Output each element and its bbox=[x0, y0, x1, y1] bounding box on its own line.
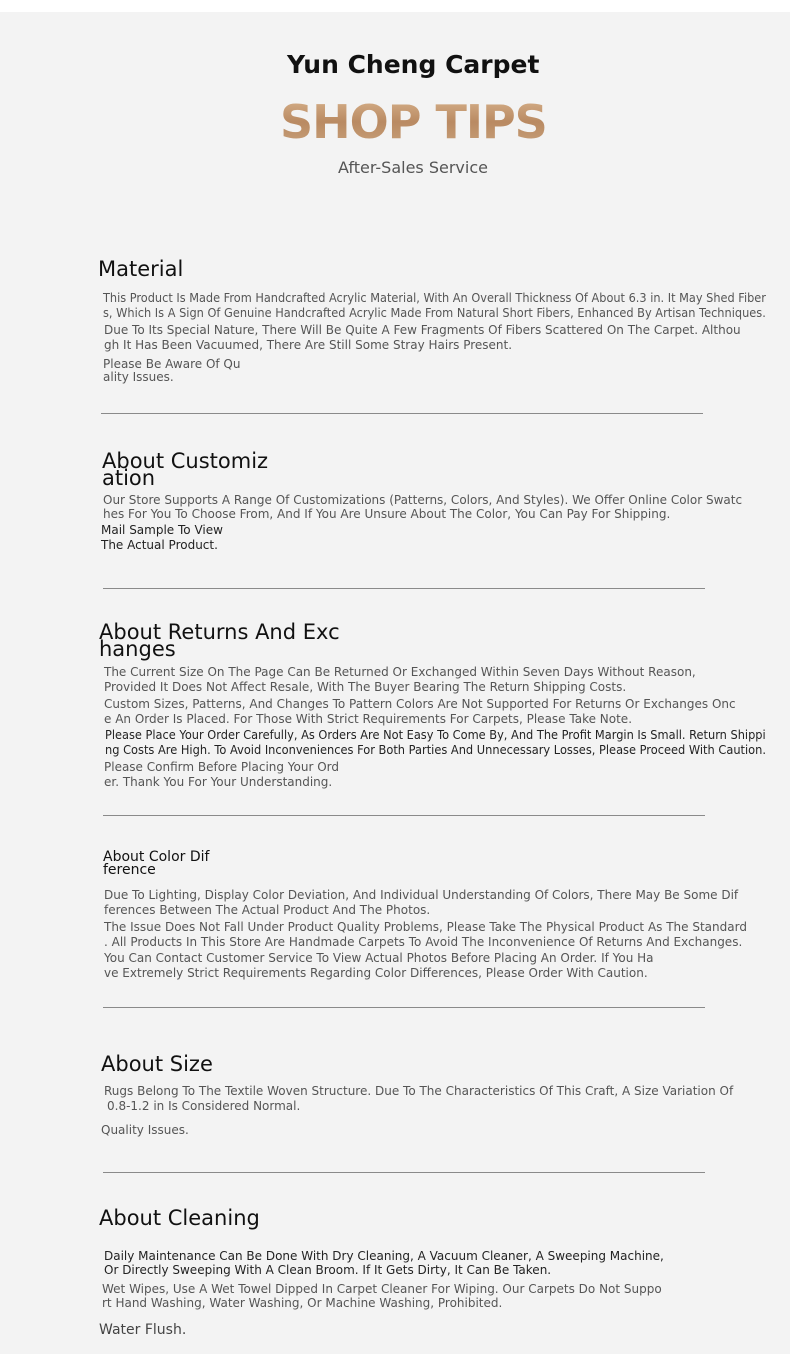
section-heading-material: Material bbox=[98, 257, 184, 281]
cleaning-line: rt Hand Washing, Water Washing, Or Machine Washing, Prohibited. bbox=[102, 1296, 503, 1310]
returns-line: e An Order Is Placed. For Those With Strict Requirements For Carpets, Please Take Note. bbox=[104, 712, 633, 726]
color-line: . All Products In This Store Are Handmade Carpets To Avoid The Inconvenience Of Returns And Exchanges. bbox=[104, 935, 743, 949]
customization-line: The Actual Product. bbox=[101, 538, 218, 552]
section-divider bbox=[103, 1172, 705, 1173]
size-line: Quality Issues. bbox=[101, 1123, 189, 1137]
material-line: Please Be Aware Of Qu bbox=[103, 357, 241, 371]
section-heading-color-cont: ference bbox=[103, 862, 156, 878]
color-line: ferences Between The Actual Product And The Photos. bbox=[104, 903, 431, 917]
section-heading-size: About Size bbox=[101, 1052, 213, 1076]
returns-line: Custom Sizes, Patterns, And Changes To Pattern Colors Are Not Supported For Returns Or Exchanges Onc bbox=[104, 697, 736, 711]
section-divider bbox=[101, 413, 703, 414]
color-line: Due To Lighting, Display Color Deviation, And Individual Understanding Of Colors, There May Be Some Dif bbox=[104, 888, 739, 902]
returns-line: Please Place Your Order Carefully, As Orders Are Not Easy To Come By, And The Profit Margin Is Small. Return Shippi bbox=[105, 728, 766, 742]
section-heading-cleaning: About Cleaning bbox=[99, 1206, 260, 1230]
material-line: This Product Is Made From Handcrafted Acrylic Material, With An Overall Thickness Of About 6.3 in. It May Shed Fiber bbox=[103, 291, 766, 305]
material-line: s, Which Is A Sign Of Genuine Handcrafted Acrylic Made From Natural Short Fibers, Enhanced By Artisan Techniques. bbox=[103, 306, 766, 320]
section-heading-returns-cont: hanges bbox=[99, 637, 176, 661]
returns-line: er. Thank You For Your Understanding. bbox=[104, 775, 333, 789]
section-heading-customization: About Customiz bbox=[102, 449, 269, 473]
returns-line: Provided It Does Not Affect Resale, With The Buyer Bearing The Return Shipping Costs. bbox=[104, 680, 627, 694]
material-line: ality Issues. bbox=[103, 370, 174, 384]
cleaning-line: Or Directly Sweeping With A Clean Broom. If It Gets Dirty, It Can Be Taken. bbox=[104, 1263, 552, 1277]
cleaning-line: Daily Maintenance Can Be Done With Dry Cleaning, A Vacuum Cleaner, A Sweeping Machine, bbox=[104, 1249, 664, 1263]
section-divider bbox=[103, 1007, 705, 1008]
customization-line: hes For You To Choose From, And If You Are Unsure About The Color, You Can Pay For Shipping. bbox=[103, 507, 671, 521]
section-heading-customization-cont: ation bbox=[102, 466, 156, 490]
size-line: 0.8-1.2 in Is Considered Normal. bbox=[107, 1099, 301, 1113]
size-line: Rugs Belong To The Textile Woven Structure. Due To The Characteristics Of This Craft, A Size Variation Of bbox=[104, 1084, 734, 1098]
cleaning-line: Water Flush. bbox=[99, 1322, 187, 1338]
color-line: ve Extremely Strict Requirements Regarding Color Differences, Please Order With Caution. bbox=[104, 966, 648, 980]
customization-line: Mail Sample To View bbox=[101, 523, 223, 537]
color-line: You Can Contact Customer Service To View Actual Photos Before Placing An Order. If You Ha bbox=[104, 951, 654, 965]
shop-tips-logo bbox=[278, 80, 547, 150]
material-line: gh It Has Been Vacuumed, There Are Still Some Stray Hairs Present. bbox=[104, 338, 513, 352]
material-line: Due To Its Special Nature, There Will Be Quite A Few Fragments Of Fibers Scattered On The Carpet. Althou bbox=[104, 323, 741, 337]
returns-line: ng Costs Are High. To Avoid Inconveniences For Both Parties And Unnecessary Losses, Please Proceed With Caution. bbox=[105, 743, 767, 757]
page-title: Yun Cheng Carpet bbox=[287, 50, 540, 79]
section-divider bbox=[103, 815, 705, 816]
customization-line: Our Store Supports A Range Of Customizations (Patterns, Colors, And Styles). We Offer Online Color Swatc bbox=[103, 493, 743, 507]
cleaning-line: Wet Wipes, Use A Wet Towel Dipped In Carpet Cleaner For Wiping. Our Carpets Do Not Suppo bbox=[102, 1282, 662, 1296]
section-heading-returns: About Returns And Exc bbox=[99, 620, 340, 644]
returns-line: Please Confirm Before Placing Your Ord bbox=[104, 760, 340, 774]
shop-tips-logo-text: SHOP TIPS bbox=[280, 95, 547, 149]
section-divider bbox=[103, 588, 705, 589]
returns-line: The Current Size On The Page Can Be Returned Or Exchanged Within Seven Days Without Reason, bbox=[104, 665, 696, 679]
section-heading-color: About Color Dif bbox=[103, 849, 210, 865]
page-subtitle: After-Sales Service bbox=[338, 158, 488, 177]
color-line: The Issue Does Not Fall Under Product Quality Problems, Please Take The Physical Product As The Standard bbox=[104, 920, 747, 934]
